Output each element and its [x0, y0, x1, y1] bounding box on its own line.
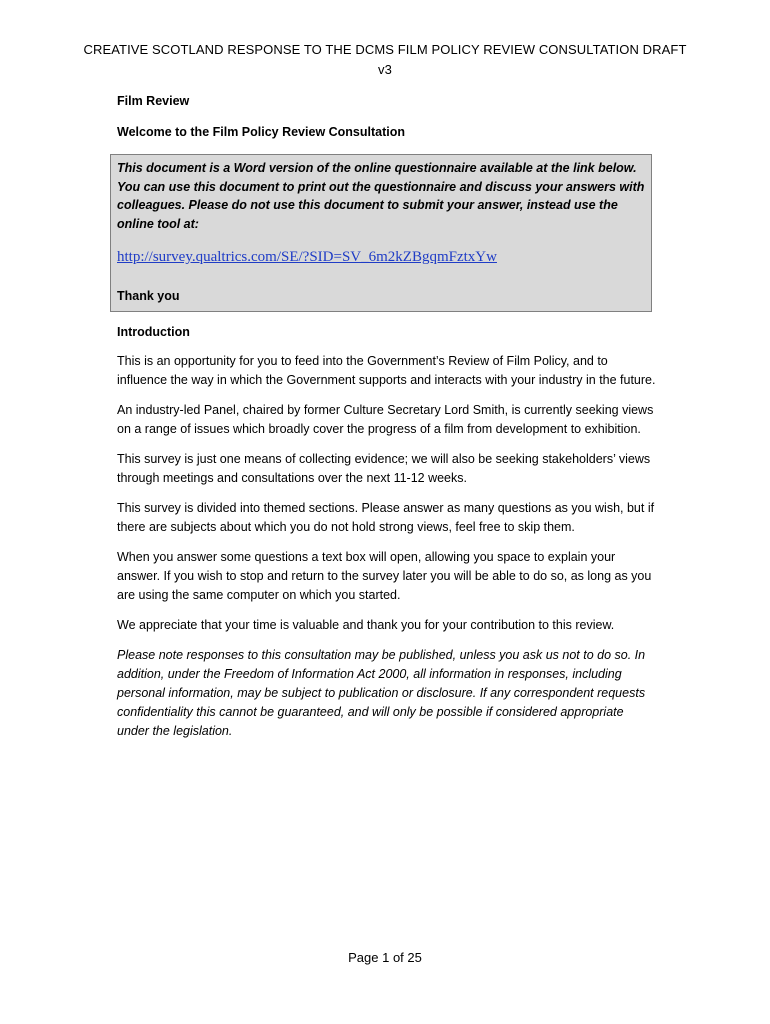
notice-thanks: Thank you — [117, 289, 180, 303]
introduction-heading: Introduction — [117, 325, 190, 339]
document-body — [117, 92, 657, 741]
disclaimer-paragraph: Please note responses to this consultation may be published, unless you ask us not to do so. In addition, under the Freedom of Information Act 2000, all information in responses, including personal information, may be subject to publication or disclosure. If any correspondent requests confidentiality this cannot be guaranteed, and will only be possible if considered appropriate under the legislation. — [117, 648, 646, 738]
welcome-heading: Welcome to the Film Policy Review Consultation — [117, 125, 406, 139]
header-title-line2: v3 — [378, 62, 392, 77]
notice-text: This document is a Word version of the online questionnaire available at the link below. You can use this document to print out the questionnaire and discuss your answers with colleagues. Please do not use this document to submit your answer, instead use the online tool at: — [117, 161, 645, 231]
intro-paragraph-2: An industry-led Panel, chaired by former Culture Secretary Lord Smith, is currently seeking views on a range of issues which broadly cover the progress of a film from development to exhibition. — [117, 403, 654, 436]
page-number: Page 1 of 25 — [348, 950, 422, 965]
intro-paragraph-1: This is an opportunity for you to feed into the Government’s Review of Film Policy, and to influence the way in which the Government supports and interacts with your industry in the future. — [117, 354, 656, 387]
header-title-line1: CREATIVE SCOTLAND RESPONSE TO THE DCMS FILM POLICY REVIEW CONSULTATION DRAFT — [83, 42, 687, 57]
intro-paragraph-5: When you answer some questions a text box will open, allowing you space to explain your answer. If you wish to stop and return to the survey later you will be able to do so, as long as you are using the same computer on which you started. — [117, 550, 652, 602]
survey-link[interactable]: http://survey.qualtrics.com/SE/?SID=SV_6m2kZBgqmFztxYw — [117, 249, 497, 265]
intro-paragraph-4: This survey is divided into themed sections. Please answer as many questions as you wish, but if there are subjects about which you do not hold strong views, feel free to skip them. — [117, 501, 655, 534]
notice-box — [110, 154, 652, 312]
document-header — [0, 40, 770, 80]
intro-paragraph-6: We appreciate that your time is valuable and thank you for your contribution to this review. — [117, 618, 615, 632]
document-title: Film Review — [117, 94, 190, 108]
intro-paragraph-3: This survey is just one means of collecting evidence; we will also be seeking stakeholders’ views through meetings and consultations over the next 11-12 weeks. — [117, 452, 651, 485]
